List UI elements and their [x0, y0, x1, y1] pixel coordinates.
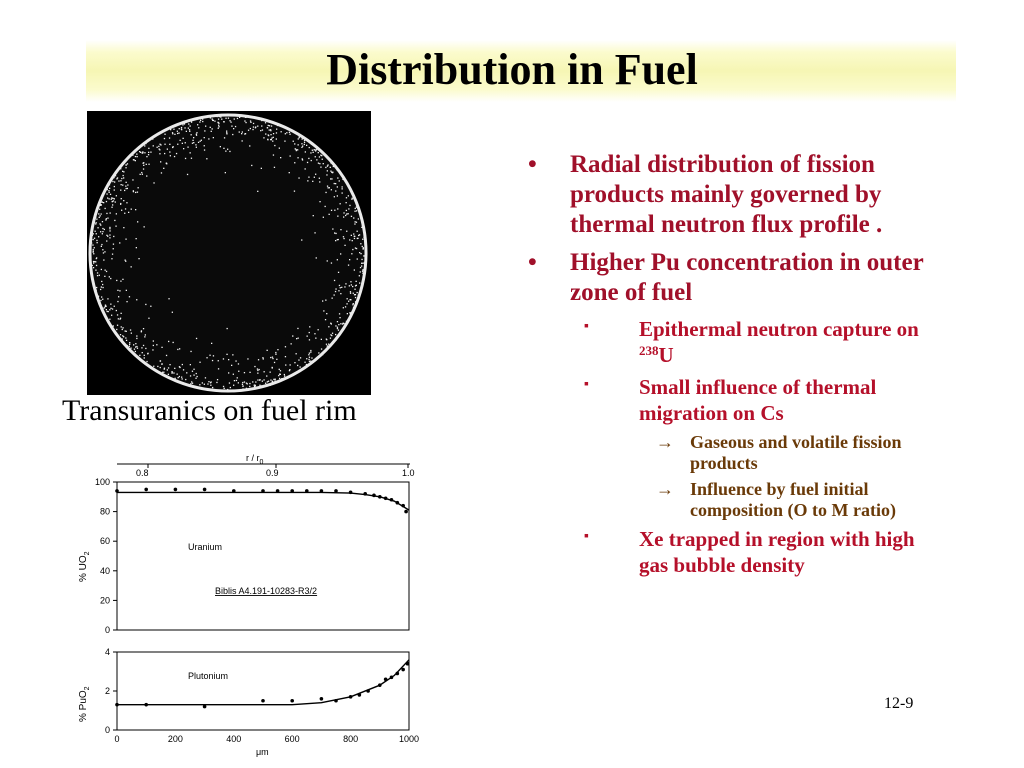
sub-bullet-item [528, 374, 948, 426]
xtick-label: 400 [226, 734, 242, 744]
plutonium-panel [78, 647, 409, 735]
uranium-ytick-label: 100 [94, 477, 110, 487]
uranium-panel [78, 477, 409, 635]
square-bullet-marker: ▪ [584, 529, 589, 544]
xtick-label: 1000 [398, 734, 420, 744]
sub-sub-bullet-text: Influence by fuel initial composition (O to M ratio) [690, 479, 896, 520]
uranium-ytick-label: 60 [99, 536, 110, 547]
sub-bullet-text: Epithermal neutron capture on $^{238}$U [639, 317, 919, 367]
uranium-data-point [378, 495, 382, 499]
xtick-label: 800 [343, 734, 359, 744]
fuel-pellet-image [87, 111, 371, 395]
uranium-data-point [174, 488, 178, 492]
plutonium-ytick-label: 4 [104, 647, 110, 657]
uranium-ytick-label: 80 [99, 506, 110, 517]
plutonium-ytick-label: 2 [104, 686, 110, 696]
uranium-data-point [372, 494, 376, 498]
uranium-data-point [396, 501, 400, 505]
uranium-annotation: Biblis A4.191-10283-R3/2 [215, 586, 318, 596]
uranium-data-point [261, 489, 265, 493]
plutonium-ylabel: % PuO$_2$ [78, 686, 91, 722]
sub-bullet-item [528, 526, 948, 578]
top-tick-label: 0.8 [136, 468, 149, 478]
bullet-item [528, 150, 948, 240]
radial-distribution-chart [70, 452, 420, 767]
xtick-label: 600 [284, 734, 300, 744]
plutonium-data-point [320, 697, 324, 701]
plutonium-data-point [406, 662, 410, 666]
uranium-data-point [144, 488, 148, 492]
bottom-axis-label: μm [256, 747, 269, 757]
uranium-data-point [305, 489, 309, 493]
bullet-list [528, 150, 948, 584]
plutonium-data-point [334, 699, 338, 703]
plutonium-data-point [378, 683, 382, 687]
plutonium-data-point [144, 703, 148, 707]
uranium-data-point [334, 489, 338, 493]
plutonium-fit-curve [117, 660, 409, 705]
plutonium-data-point [401, 668, 405, 672]
slide-title: Distribution in Fuel [326, 45, 698, 94]
plutonium-data-point [290, 699, 294, 703]
bullet-text: Higher Pu concentration in outer zone of fuel [570, 249, 924, 306]
top-tick-label: 1.0 [402, 468, 415, 478]
plutonium-data-point [261, 699, 265, 703]
uranium-data-point [404, 510, 408, 514]
sub-sub-bullet-item [528, 432, 948, 474]
plutonium-data-point [384, 678, 388, 682]
plutonium-ytick-label: 0 [104, 725, 110, 735]
bullet-marker: • [528, 151, 537, 178]
square-bullet-marker: ▪ [584, 377, 589, 392]
bullet-item [528, 248, 948, 308]
uranium-ytick-label: 0 [104, 625, 110, 635]
uranium-data-point [276, 489, 280, 493]
uranium-data-point [290, 489, 294, 493]
plutonium-data-point [396, 672, 400, 676]
arrow-icon: → [656, 479, 674, 499]
plutonium-data-point [115, 703, 119, 707]
image-caption: Transuranics on fuel rim [62, 394, 357, 427]
page-number: 12-9 [884, 695, 914, 712]
uranium-data-point [320, 489, 324, 493]
top-axis-label: r / $r_0$ [246, 453, 264, 466]
sub-bullet-text: Xe trapped in region with high gas bubble density [639, 527, 915, 577]
uranium-data-point [232, 489, 236, 493]
uranium-ytick-label: 20 [99, 595, 110, 606]
uranium-data-point [203, 488, 207, 492]
sub-sub-bullet-item [528, 479, 948, 521]
uranium-data-point [363, 492, 367, 496]
uranium-ylabel: % $UO_2$ [78, 551, 91, 582]
plutonium-series-label: Plutonium [188, 671, 229, 681]
square-bullet-marker: ▪ [584, 319, 589, 334]
uranium-data-point [390, 498, 394, 502]
bullet-text: Radial distribution of fission products mainly governed by thermal neutron flux profile . [570, 151, 883, 238]
bottom-axis [114, 734, 419, 744]
top-axis [117, 453, 415, 478]
sub-bullet-item [528, 316, 948, 368]
xtick-label: 0 [114, 734, 120, 744]
uranium-data-point [349, 491, 353, 495]
plutonium-data-point [358, 693, 362, 697]
plutonium-data-point [366, 689, 370, 693]
plutonium-data-point [203, 705, 207, 709]
plutonium-data-point [390, 676, 394, 680]
sub-sub-bullet-text: Gaseous and volatile fission products [690, 432, 902, 473]
uranium-series-label: Uranium [188, 542, 223, 552]
uranium-data-point [384, 496, 388, 500]
bullet-marker: • [528, 249, 537, 276]
top-tick-label: 0.9 [266, 468, 279, 478]
sub-bullet-text: Small influence of thermal migration on Cs [639, 375, 877, 425]
plutonium-data-point [349, 695, 353, 699]
uranium-data-point [401, 504, 405, 508]
xtick-label: 200 [167, 734, 183, 744]
uranium-data-point [115, 489, 119, 493]
arrow-icon: → [656, 432, 674, 452]
uranium-ytick-label: 40 [99, 565, 110, 576]
